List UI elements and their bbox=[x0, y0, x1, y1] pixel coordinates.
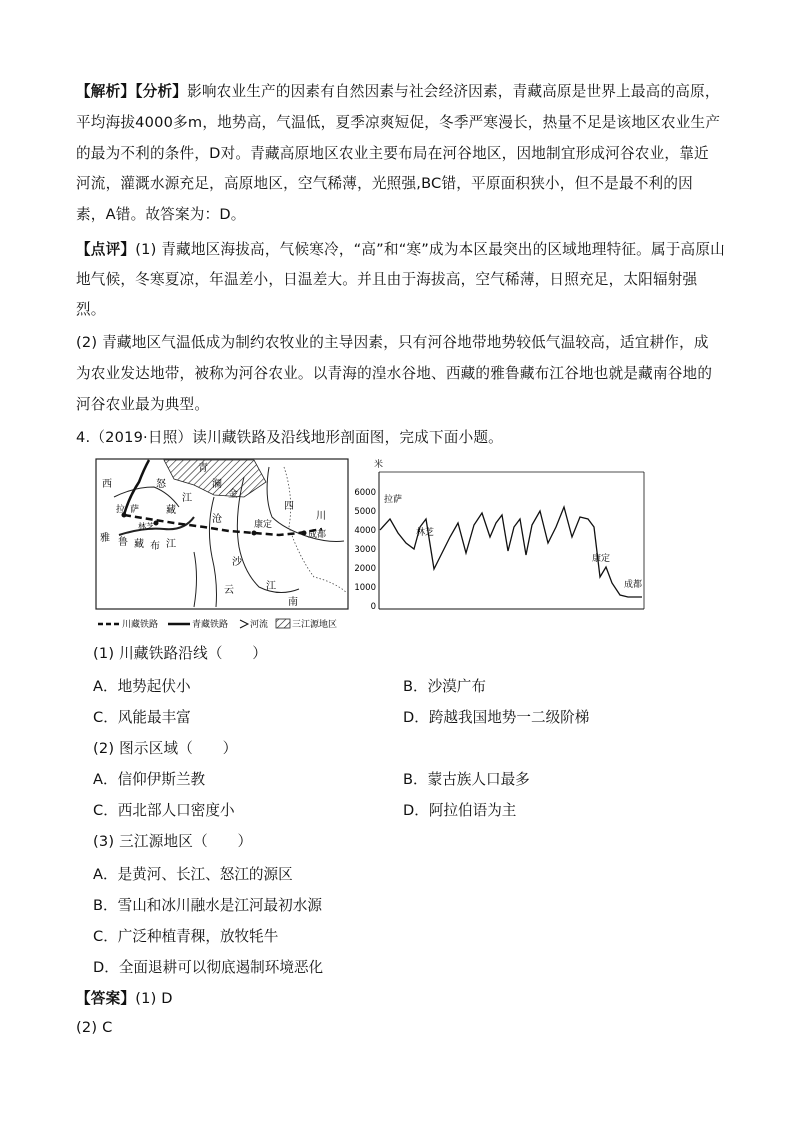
tick-4000: 4000 bbox=[354, 526, 376, 536]
comment-line-4: (2) 青藏地区气温低成为制约农牧业的主导因素，只有河谷地带地势较低气温较高，适宜耕作，成 bbox=[76, 334, 709, 351]
legend-river: 河流 bbox=[250, 620, 269, 630]
tick-0: 0 bbox=[370, 602, 376, 612]
tick-1000: 1000 bbox=[354, 583, 376, 593]
map-label-nu: 怒 bbox=[156, 479, 166, 490]
tick-5000: 5000 bbox=[354, 507, 376, 517]
map-label-xi: 西 bbox=[102, 479, 112, 490]
analysis-line-2: 平均海拔4000多m，地势高，气温低，夏季凉爽短促，冬季严寒漫长，热量不足是该地区农业生产 bbox=[76, 114, 721, 131]
sub2-option-b: B．蒙古族人口最多 bbox=[403, 771, 530, 788]
answer-line-2: (2) C bbox=[76, 1019, 113, 1036]
map-label-nan: 南 bbox=[288, 597, 298, 608]
comment-line-2: 地气候，冬寒夏凉，年温差小，日温差大。并且由于海拔高，空气稀薄，日照充足，太阳辐射强 bbox=[76, 271, 698, 288]
map-label-sha: 沙 bbox=[232, 557, 242, 568]
sub1-option-c: C．风能最丰富 bbox=[93, 709, 191, 726]
map-label-jiang1: 江 bbox=[182, 493, 192, 504]
map-label-kangding: 康定 bbox=[254, 520, 273, 530]
tick-2000: 2000 bbox=[354, 564, 376, 574]
sub1-option-a: A．地势起伏小 bbox=[93, 678, 191, 695]
sub2-option-a: A．信仰伊斯兰教 bbox=[93, 771, 206, 788]
city-linzhi-dot bbox=[154, 521, 159, 526]
map-label-jiang2: 江 bbox=[166, 539, 176, 550]
map-label-sa: 萨 bbox=[130, 505, 140, 515]
tick-6000: 6000 bbox=[354, 488, 376, 498]
sub3-option-c: C．广泛种植青稞，放牧牦牛 bbox=[93, 928, 279, 945]
comment-line-6: 河谷农业最为典型。 bbox=[76, 396, 210, 413]
map-label-chengdu: 成都 bbox=[308, 530, 327, 540]
figure-map-and-profile bbox=[94, 457, 646, 632]
map-label-zang: 藏 bbox=[166, 505, 176, 516]
sub3-option-a: A．是黄河、长江、怒江的源区 bbox=[93, 866, 293, 883]
comment-line-3: 烈。 bbox=[76, 301, 106, 318]
profile-line bbox=[380, 507, 642, 597]
comment-line-1: 【点评】(1) 青藏地区海拔高，气候寒冷，“高”和“寒”成为本区最突出的区域地理特征。属于高原山 bbox=[76, 241, 725, 258]
map-label-qing: 青 bbox=[198, 463, 208, 474]
map-label-jin: 金 bbox=[228, 489, 238, 500]
map-label-yalu: 雅 bbox=[100, 533, 110, 544]
question-stem: 4.（2019·日照）读川藏铁路及沿线地形剖面图，完成下面小题。 bbox=[76, 429, 503, 446]
profile-label-linzhi: 林芝 bbox=[416, 528, 435, 538]
sub1-title: (1) 川藏铁路沿线（ ） bbox=[93, 645, 268, 662]
map-label-yun: 云 bbox=[224, 585, 234, 596]
legend-sichuan-tibet: 川藏铁路 bbox=[122, 620, 159, 630]
tick-3000: 3000 bbox=[354, 545, 376, 555]
figure-svg bbox=[94, 457, 646, 632]
comment-line-5: 为农业发达地带，被称为河谷农业。以青海的湟水谷地、西藏的雅鲁藏布江谷地也就是藏南谷地的 bbox=[76, 365, 713, 382]
map-label-chuan: 川 bbox=[316, 511, 326, 522]
profile-label-chengdu: 成都 bbox=[624, 580, 643, 590]
sub2-option-d: D．阿拉伯语为主 bbox=[403, 802, 517, 819]
legend-river-swatch bbox=[240, 620, 248, 628]
legend-sanjiangyuan-swatch bbox=[276, 619, 290, 628]
profile-label-kangding: 康定 bbox=[592, 554, 611, 564]
map-label-linzhi: 林芝 bbox=[138, 522, 154, 531]
analysis-text-1: 【解析】【分析】影响农业生产的因素有自然因素与社会经济因素，青藏高原是世界上最高的高原， bbox=[76, 83, 720, 100]
analysis-line-1 bbox=[76, 80, 720, 101]
legend-qinghai-tibet: 青藏铁路 bbox=[192, 620, 229, 630]
sub3-title: (3) 三江源地区（ ） bbox=[93, 833, 253, 850]
map-label-la: 拉 bbox=[116, 505, 126, 515]
analysis-line-4: 河流，灌溉水源充足，高原地区，空气稀薄，光照强,BC错，平原面积狭小，但不是最不利的因 bbox=[76, 175, 693, 192]
profile-unit: 米 bbox=[374, 460, 384, 470]
map-label-zang2: 藏 bbox=[134, 539, 144, 550]
analysis-line-3: 的最为不利的条件，D对。青藏高原地区农业主要布局在河谷地区，因地制宜形成河谷农业，靠近 bbox=[76, 145, 709, 162]
profile-labels bbox=[384, 493, 642, 590]
sub1-option-d: D．跨越我国地势一二级阶梯 bbox=[403, 709, 590, 726]
city-chengdu-dot bbox=[302, 531, 307, 536]
profile-ticks bbox=[354, 488, 376, 612]
sub2-option-c: C．西北部人口密度小 bbox=[93, 802, 235, 819]
map-label-si: 四 bbox=[284, 501, 294, 512]
sub3-option-d: D．全面退耕可以彻底遏制环境恶化 bbox=[93, 959, 324, 976]
analysis-line-5: 素，A错。故答案为：D。 bbox=[76, 206, 246, 223]
map-label-lu: 鲁 bbox=[118, 537, 128, 548]
legend-sanjiangyuan: 三江源地区 bbox=[292, 620, 338, 630]
map-label-bu: 布 bbox=[150, 541, 160, 552]
sub3-option-b: B．雪山和冰川融水是江河最初水源 bbox=[93, 897, 322, 914]
sub1-option-b: B．沙漠广布 bbox=[403, 678, 486, 695]
sub2-title: (2) 图示区域（ ） bbox=[93, 740, 238, 757]
city-kangding-dot bbox=[252, 531, 257, 536]
map-label-jiang3: 江 bbox=[266, 581, 276, 592]
answer-line-1: 【答案】(1) D bbox=[76, 990, 173, 1007]
map-label-cang: 沧 bbox=[212, 514, 222, 525]
map-label-lan: 澜 bbox=[212, 479, 222, 490]
profile-label-la: 拉萨 bbox=[384, 495, 403, 505]
